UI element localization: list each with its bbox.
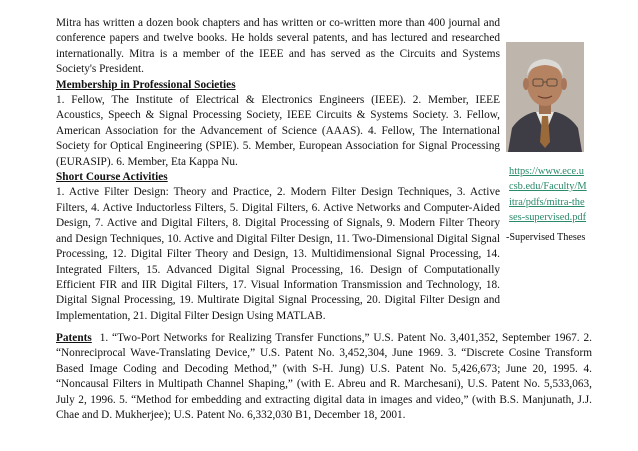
theses-caption: -Supervised Theses	[506, 232, 586, 243]
patents-heading: Patents	[56, 332, 92, 344]
portrait-illustration	[506, 42, 584, 152]
intro-paragraph: Mitra has written a dozen book chapters and has written or co-written more than 400 journal and conference papers and twelve books. He holds several patents, and has lectured and researched internationally. Mitra is a member of the IEEE and has served as the Circuits and Systems Society's President.	[56, 17, 500, 76]
main-text-column	[56, 16, 500, 324]
theses-link[interactable]: https://www.ece.ucsb.edu/Faculty/Mitra/pdfs/mitra-theses-supervised.pdf	[509, 166, 587, 223]
membership-heading: Membership in Professional Societies	[56, 78, 236, 91]
courses-text: 1. Active Filter Design: Theory and Practice, 2. Modern Filter Design Techniques, 3. Active Filters, 4. Active Inductorless Filters, 5. Digital Filters, 6. Active Networks and Computer-Aided Design, 7. Active and Digital Filters, 8. Digital Processing of Signals, 9. Modern Filter Theory and Design Techniques, 10. Active and Digital Filter Design, 11. Two-Dimensional Digital Signal Processing, 12. Digital Filter Theory and Design, 13. Multidimensional Signal Processing, 14. Integrated Filters, 15. Advanced Digital Signal Processing, 16. Design of Computationally Efficient FIR and IIR Digital Filters, 17. Visual Information Transmission and Technology, 18. Digital Signal Processing, 19. Multirate Digital Signal Processing, 20. Digital Filter Design and Implementation, 21. Digital Filter Design Using MATLAB.	[56, 186, 500, 322]
courses-heading: Short Course Activities	[56, 171, 168, 184]
portrait-photo	[506, 42, 584, 152]
patents-section	[56, 331, 592, 423]
membership-section	[56, 78, 500, 170]
patents-text: 1. “Two-Port Networks for Realizing Transfer Functions,” U.S. Patent No. 3,401,352, September 1967. 2. “Nonreciprocal Wave-Translating Device,” U.S. Patent No. 3,452,304, June 1969. 3. “Discrete Cosine Transform Based Image Coding and Decoding Method,” (with S-H. Jung) U.S. Patent No. 5,426,673; June 20, 1995. 4. “Noncausal Filters in Multipath Channel Shaping,” (with E. Abreu and R. Marchesani), U.S. Patent No. 5,533,063, July 2, 1996. 5. “Method for embedding and extracting digital data in images and video,” (with B.S. Manjunath, J.J. Chae and D. Mukherjee); U.S. Patent No. 6,332,030 B1, December 18, 2001.	[56, 332, 592, 422]
membership-text: 1. Fellow, The Institute of Electrical & Electronics Engineers (IEEE). 2. Member, IEEE Acoustics, Speech & Signal Processing Society, IEEE Circuits & Systems Society. 3. Fellow, American Association for the Advancement of Science (AAAS). 4. Fellow, The International Society for Optical Engineering (SPIE). 5. Member, European Association for Signal Processing (EURASIP). 6. Member, Eta Kappa Nu.	[56, 94, 500, 168]
courses-section	[56, 170, 500, 324]
